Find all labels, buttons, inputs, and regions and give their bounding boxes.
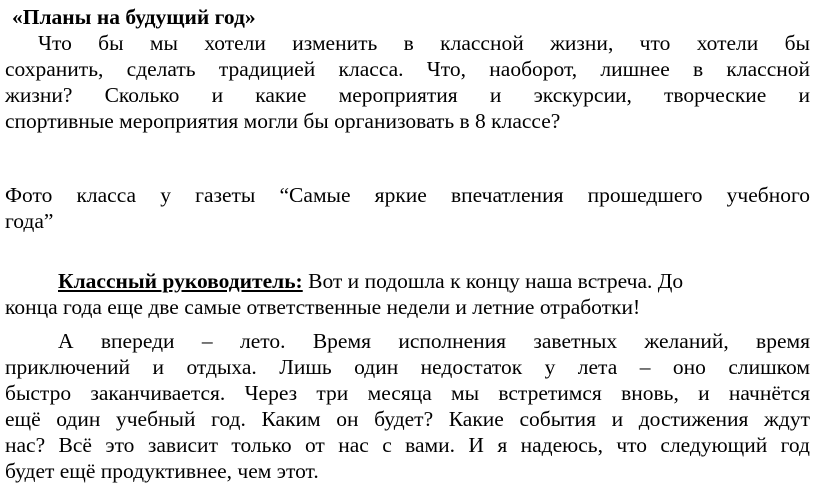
- paragraph-line: спортивные мероприятия могли бы организовать в 8 классе?: [5, 109, 561, 133]
- paragraph-line: нас? Всё это зависит только от нас с вами. И я надеюсь, что следующий год: [5, 433, 810, 457]
- paragraph-line: приключений и отдыха. Лишь один недостаток у лета – оно слишком: [5, 355, 810, 379]
- paragraph-line: года”: [5, 209, 54, 233]
- paragraph-line: Что бы мы хотели изменить в классной жизни, что хотели бы: [38, 31, 810, 55]
- paragraph-text: Вот и подошла к концу наша встреча. До: [302, 269, 684, 293]
- speaker-label: Классный руководитель:: [58, 269, 303, 293]
- paragraph-first-line: [58, 268, 810, 294]
- paragraph-line: сохранить, сделать традицией класса. Что, наоборот, лишнее в классной: [5, 57, 810, 81]
- paragraph-line: Фото класса у газеты “Самые яркие впечатления прошедшего учебного: [5, 183, 810, 207]
- paragraph-line: А впереди – лето. Время исполнения заветных желаний, время: [58, 329, 810, 353]
- paragraph-line: быстро заканчивается. Через три месяца мы встретимся вновь, и начнётся: [5, 381, 810, 405]
- paragraph-line: будет ещё продуктивнее, чем этот.: [5, 459, 319, 483]
- paragraph-line: жизни? Сколько и какие мероприятия и экскурсии, творческие и: [5, 83, 810, 107]
- document-title: «Планы на будущий год»: [12, 5, 256, 29]
- paragraph-line: ещё один учебный год. Каким он будет? Какие события и достижения ждут: [5, 407, 810, 431]
- paragraph-line: конца года еще две самые ответственные недели и летние отработки!: [5, 295, 641, 319]
